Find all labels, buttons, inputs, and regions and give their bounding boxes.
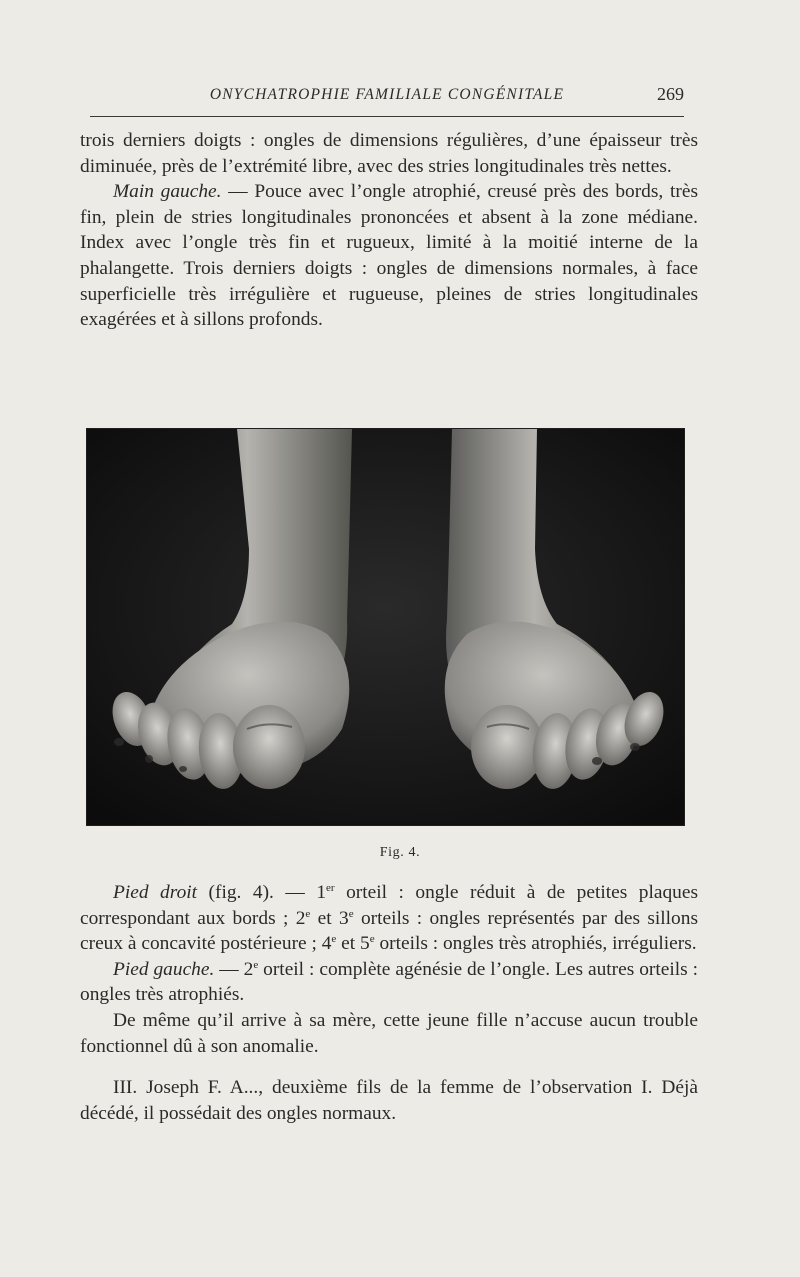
text-block-top: [80, 128, 698, 333]
feet-photo-illustration: [87, 429, 684, 825]
text-run: et 5: [336, 933, 370, 955]
paragraph: III. Joseph F. A..., deuxième fils de la femme de l’observation I. Déjà décédé, il possédait des ongles normaux.: [80, 1077, 698, 1124]
figure-photo-feet: [86, 428, 685, 826]
paragraph: trois derniers doigts : ongles de dimensions régulières, d’une épaisseur très diminuée, près de l’extrémité libre, avec des stries longitudinales très nettes.: [80, 130, 698, 177]
paragraph-text: — Pouce avec l’ongle atrophié, creusé près des bords, très fin, plein de stries longitudinales prononcées et absent à la zone médiane. Index avec l’ongle très fin et rugueux, limité à la moitié interne de la phalangette. Trois derniers doigts : ongles de dimensions normales, à face superficielle très irrégulière et rugueuse, pleines de stries longitudinales exagérées et à sillons profonds.: [80, 181, 699, 331]
text-run: orteils : ongles très atrophiés, irréguliers.: [374, 933, 697, 955]
text-run: orteil : complète agénésie de l’ongle. Les autres orteils : ongles très atrophiés.: [80, 958, 699, 1006]
figure-caption: Fig. 4.: [379, 845, 421, 860]
superscript: e: [348, 907, 354, 920]
header-rule: [90, 116, 684, 117]
superscript: e: [253, 958, 259, 971]
page-header: [90, 84, 684, 108]
section-label: Main gauche.: [113, 181, 222, 203]
text-run: orteils : ongles représentés par des sillons creux à concavité postérieure ; 4: [80, 907, 698, 955]
section-label: Pied droit: [113, 882, 198, 903]
text-run: — 2: [214, 958, 254, 980]
page-number: 269: [657, 84, 684, 104]
paragraph: [80, 179, 698, 333]
running-title: ONYCHATROPHIE FAMILIALE CONGÉNITALE: [209, 86, 565, 103]
superscript: e: [369, 933, 375, 946]
paragraph: [80, 880, 698, 957]
section-label: Pied gauche.: [113, 958, 215, 980]
text-run: et 3: [310, 907, 349, 929]
text-run: (fig. 4). — 1: [197, 882, 327, 903]
superscript: e: [331, 933, 337, 946]
superscript: er: [326, 882, 335, 894]
superscript: e: [305, 907, 311, 920]
text-block-bottom: [80, 880, 698, 1126]
paragraph: [80, 957, 698, 1008]
text-run: orteil : ongle réduit à de petites plaques correspondant aux bords ; 2: [80, 882, 699, 929]
paragraph: De même qu’il arrive à sa mère, cette jeune fille n’accuse aucun trouble fonctionnel dû à son anomalie.: [80, 1009, 698, 1057]
